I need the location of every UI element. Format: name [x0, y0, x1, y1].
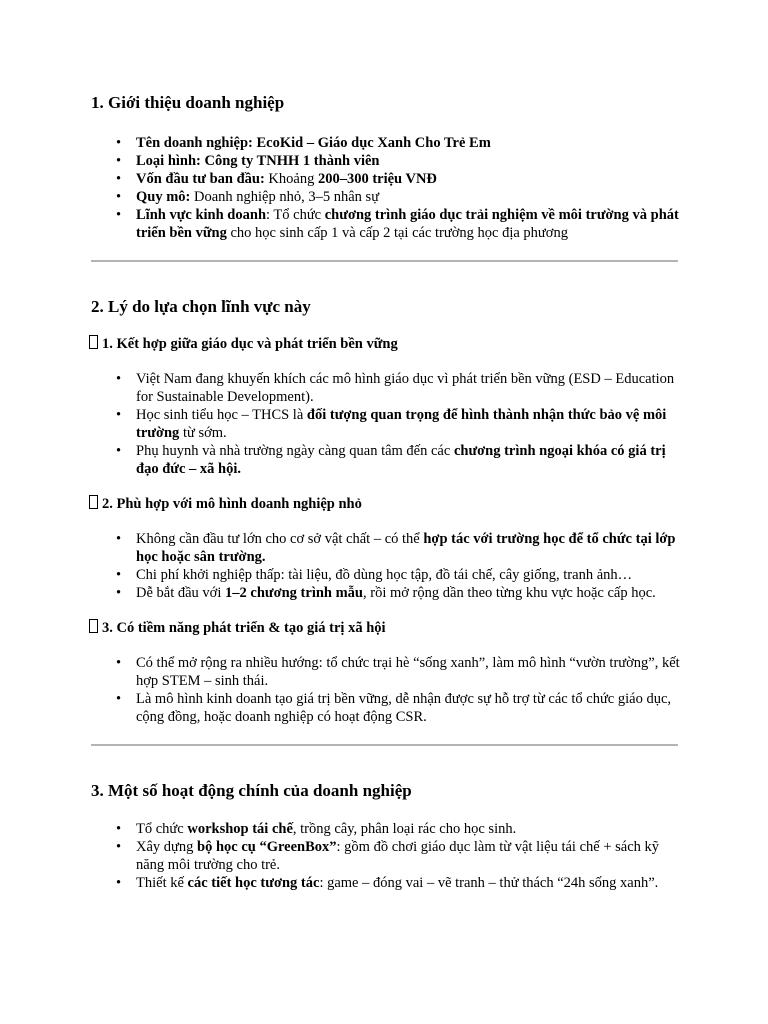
list-item — [136, 654, 681, 690]
item-text: Dễ bắt đầu với — [136, 585, 226, 601]
item-label: Quy mô: — [136, 189, 191, 205]
section-2-heading: 2. Lý do lựa chọn lĩnh vực này — [91, 297, 311, 316]
reason-3-list — [91, 654, 681, 726]
item-label: Loại hình: Công ty TNHH 1 thành viên — [136, 153, 380, 169]
reason-2-list — [91, 530, 681, 602]
item-bold-text: các tiết học tương tác — [187, 875, 320, 891]
item-bold-text: workshop tái chế — [187, 821, 293, 837]
item-text: Chi phí khởi nghiệp thấp: tài liệu, đồ dùng học tập, đồ tái chế, cây giống, tranh ảnh… — [136, 567, 633, 583]
list-item — [136, 152, 681, 170]
item-text: cho học sinh cấp 1 và cấp 2 tại các trường học địa phương — [226, 225, 568, 241]
section-3-heading: 3. Một số hoạt động chính của doanh nghiệp — [91, 781, 412, 800]
list-item — [136, 188, 681, 206]
list-item — [136, 690, 681, 726]
item-bold-text: chương trình giáo dục trải nghiệm về môi trường và phát triển bền vững — [136, 207, 679, 241]
item-text: : Tổ chức — [266, 207, 325, 223]
item-label: Vốn đầu tư ban đầu: — [136, 171, 265, 187]
list-item — [136, 530, 681, 566]
item-bold-text: bộ học cụ “GreenBox” — [197, 839, 337, 855]
subheading-text: 2. Phù hợp với mô hình doanh nghiệp nhỏ — [102, 496, 362, 512]
subheading-text: 3. Có tiềm năng phát triển & tạo giá trị xã hội — [102, 620, 386, 636]
item-text: , rồi mở rộng dần theo từng khu vực hoặc cấp học. — [363, 585, 656, 601]
item-text: Khoảng — [264, 171, 318, 187]
list-item — [136, 134, 681, 152]
list-item — [136, 406, 681, 442]
item-text: , trồng cây, phân loại rác cho học sinh. — [292, 821, 517, 837]
item-text: Là mô hình kinh doanh tạo giá trị bền vững, dễ nhận được sự hỗ trợ từ các tổ chức giáo dục, cộng đồng, hoặc doanh nghiệp có hoạt động CSR. — [136, 691, 672, 725]
item-text: Việt Nam đang khuyến khích các mô hình giáo dục vì phát triển bền vững (ESD – Education for Sustainable Development). — [136, 371, 675, 405]
item-label: Tên doanh nghiệp: EcoKid – Giáo dục Xanh Cho Trẻ Em — [136, 135, 491, 151]
section-1-heading: 1. Giới thiệu doanh nghiệp — [91, 93, 285, 112]
item-bold-text: 1–2 chương trình mẫu — [225, 585, 363, 601]
item-text: Học sinh tiểu học – THCS là — [136, 407, 307, 423]
item-text: : gồm đồ chơi giáo dục làm từ vật liệu tái chế + sách kỹ năng môi trường cho trẻ. — [136, 839, 660, 873]
list-item — [136, 206, 681, 242]
item-text: Phụ huynh và nhà trường ngày càng quan tâm đến các — [136, 443, 454, 459]
item-text: Có thể mở rộng ra nhiều hướng: tổ chức trại hè “sống xanh”, làm mô hình “vườn trường”, kết hợp STEM – sinh thái. — [136, 655, 680, 689]
missing-glyph-icon — [89, 335, 98, 349]
horizontal-divider — [91, 260, 678, 262]
item-text: Không cần đầu tư lớn cho cơ sở vật chất – có thể — [136, 531, 424, 547]
item-text: Doanh nghiệp nhỏ, 3–5 nhân sự — [190, 189, 380, 205]
subheading — [89, 618, 681, 638]
section-3-list — [91, 820, 681, 892]
list-item — [136, 370, 681, 406]
item-bold-text: hợp tác với trường học để tổ chức tại lớp học hoặc sân trường. — [136, 531, 676, 565]
item-text: từ sớm. — [179, 425, 227, 441]
subheading — [89, 334, 681, 354]
reason-1-list — [91, 370, 681, 478]
list-item — [136, 170, 681, 188]
item-text: Xây dựng — [136, 839, 198, 855]
missing-glyph-icon — [89, 495, 98, 509]
item-text: Tổ chức — [136, 821, 188, 837]
section-1-list — [91, 134, 681, 242]
item-bold-text: chương trình ngoại khóa có giá trị đạo đức – xã hội. — [136, 443, 666, 477]
horizontal-divider — [91, 744, 678, 746]
list-item — [136, 566, 681, 584]
document-page — [91, 92, 681, 892]
list-item — [136, 874, 681, 892]
list-item — [136, 584, 681, 602]
item-text: Thiết kế — [136, 875, 188, 891]
subheading — [89, 494, 681, 514]
item-bold-text: đối tượng quan trọng để hình thành nhận thức bảo vệ môi trường — [136, 407, 667, 441]
list-item — [136, 838, 681, 874]
missing-glyph-icon — [89, 619, 98, 633]
list-item — [136, 442, 681, 478]
item-text: : game – đóng vai – vẽ tranh – thử thách “24h sống xanh”. — [319, 875, 659, 891]
list-item — [136, 820, 681, 838]
item-label: Lĩnh vực kinh doanh — [136, 207, 267, 223]
item-bold-text: 200–300 triệu VNĐ — [317, 171, 437, 187]
subheading-text: 1. Kết hợp giữa giáo dục và phát triển bền vững — [102, 336, 398, 352]
